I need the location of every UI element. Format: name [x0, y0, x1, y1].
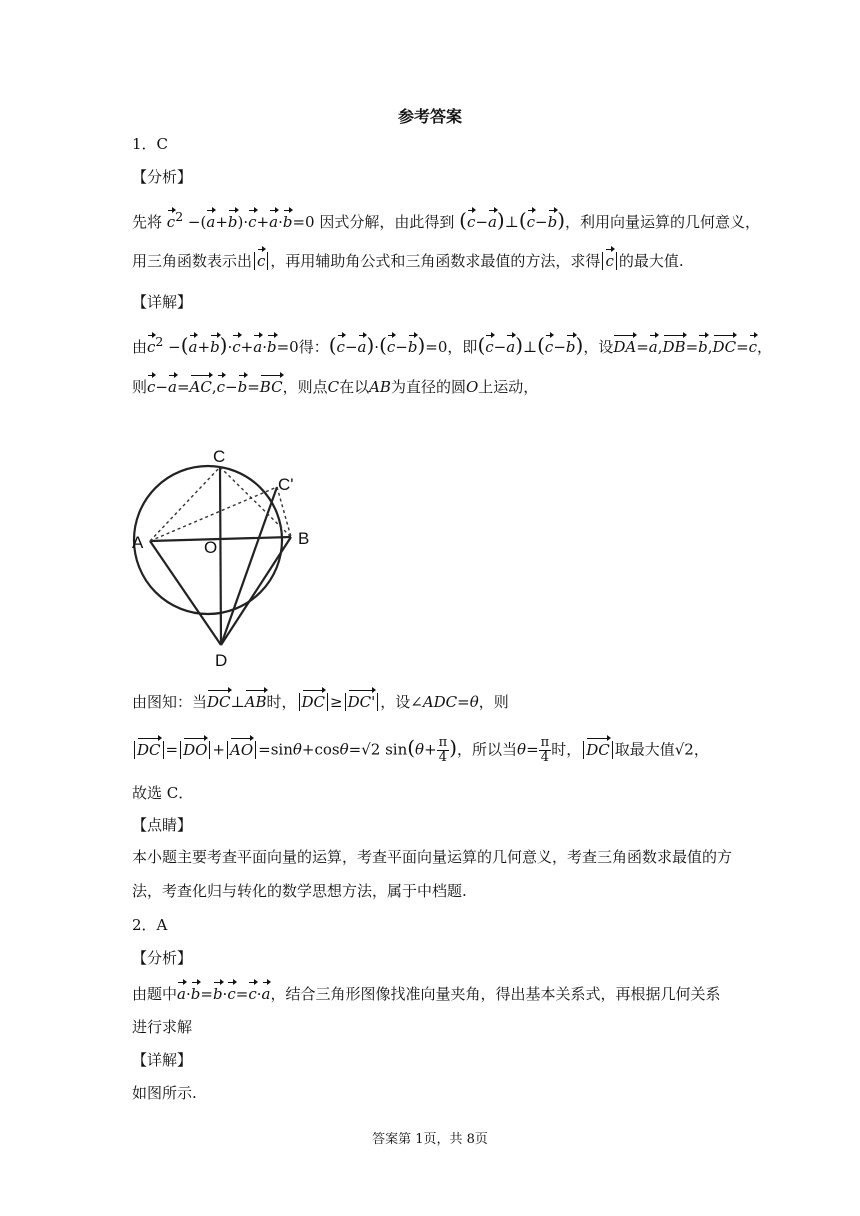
q2-detail-line-1: 如图所示. — [132, 1084, 197, 1102]
label-B: B — [298, 529, 310, 548]
formula-expansion: $c^2 -(a+b)\cdot c+a\cdot b=0$ — [166, 209, 315, 231]
label-A: A — [132, 533, 144, 552]
q1-comment-heading: 【点睛】 — [132, 816, 193, 834]
circle-geometry-figure — [120, 440, 330, 670]
q2-detail-heading: 【详解】 — [132, 1051, 193, 1069]
dotted-CprimeB — [277, 487, 291, 537]
dotted-ACprime — [150, 487, 277, 541]
page-title: 参考答案 — [397, 107, 462, 126]
q2-analysis-line-1: 由题中a·b=b·c=c·a，结合三角形图像找准向量夹角，得出基本关系式，再根据几何关系 — [132, 985, 721, 1003]
segment-CD — [220, 467, 221, 645]
q1-detail-line-1: 由$c^2 -(a+b)\cdot c+a\cdot b=0$得：(c−a)·(c−b)=0，即(c−a)⊥(c−b)，设DA=a,DB=b,DC=c， — [132, 333, 773, 357]
label-C: C — [213, 447, 226, 466]
q1-comment-line-2: 法，考查化归与转化的数学思想方法，属于中档题. — [132, 882, 467, 900]
q2-analysis-line-2: 进行求解 — [132, 1018, 193, 1036]
q1-analysis-line-1: 先将 $c^2 -(a+b)\cdot c+a\cdot b=0$ 因式分解，由此得到 (c−a)⊥(c−b)，利用向量运算的几何意义， — [132, 208, 761, 232]
q1-comment-line-1: 本小题主要考查平面向量的运算，考查平面向量运算的几何意义，考查三角函数求最值的方 — [132, 848, 733, 866]
segment-BD — [221, 537, 291, 645]
q1-answer: 1．C — [132, 135, 169, 153]
label-D: D — [215, 651, 228, 670]
q1-conclusion: 故选 C． — [132, 784, 194, 802]
q1-after-figure-line-1: 由图知：当DC⊥AB时， DC ≥ DC' ，设∠ADC=θ，则 — [132, 693, 509, 711]
label-C-prime: C' — [278, 475, 294, 494]
q1-after-figure-line-2: DC = DO + AO =sinθ+cosθ=√2 sin(θ+ $\frac{\pi}{4}$ )，所以当θ= $\frac{\pi}{4}$ 时， DC 取最大值√2， — [132, 736, 709, 765]
segment-CprimeD — [221, 487, 277, 645]
q1-analysis-line-2: 用三角函数表示出 c ，再用辅助角公式和三角函数求最值的方法，求得 c 的最大值. — [132, 252, 684, 270]
page-footer: 答案第 1页，共 8页 — [372, 1132, 488, 1147]
q2-analysis-heading: 【分析】 — [132, 949, 193, 967]
label-O: O — [204, 538, 218, 557]
q1-detail-heading: 【详解】 — [132, 293, 193, 311]
formula-perpendicular: (c−a)⊥(c−b) — [459, 208, 566, 232]
q1-detail-line-2: 则c−a=AC,c−b=BC，则点C在以AB为直径的圆O上运动， — [132, 378, 539, 396]
q2-answer: 2．A — [132, 916, 168, 934]
q1-analysis-heading: 【分析】 — [132, 168, 193, 186]
dotted-AC — [150, 467, 220, 541]
